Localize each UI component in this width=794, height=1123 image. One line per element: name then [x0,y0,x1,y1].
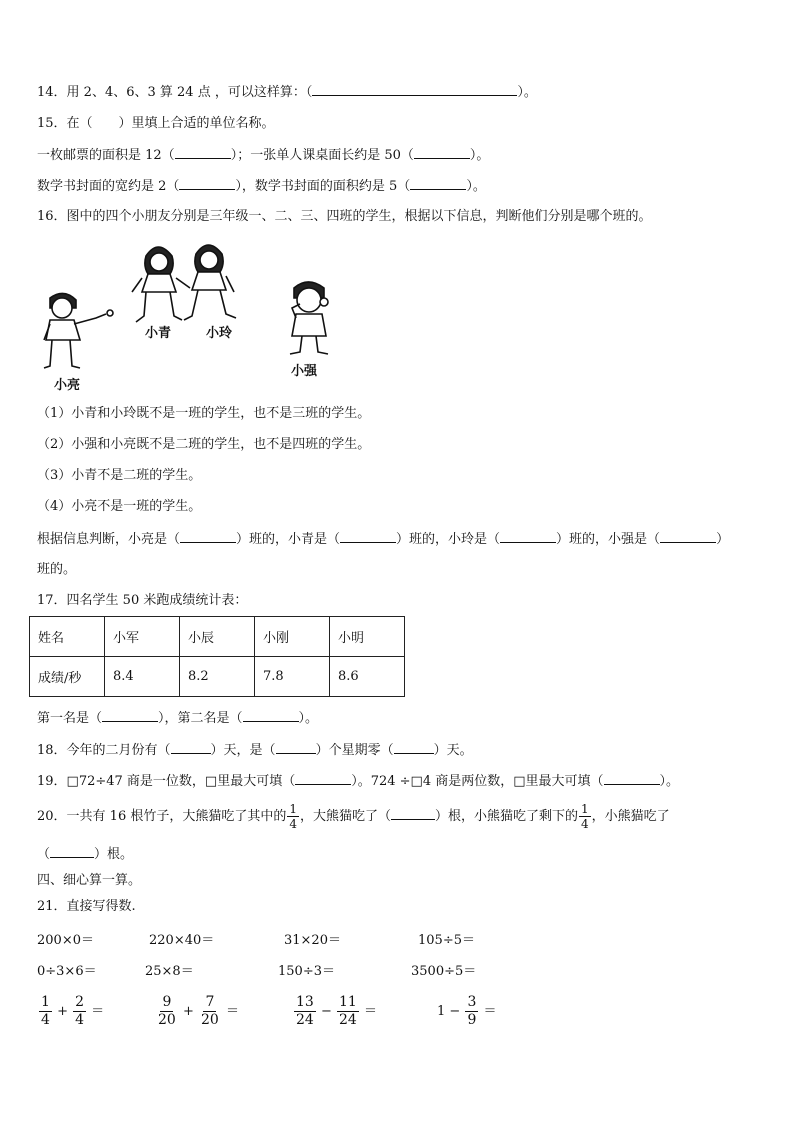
text: 第一名是（ [37,711,103,726]
table-row [30,617,405,657]
equals: ＝ [91,1004,105,1019]
answer-blank[interactable] [414,146,470,159]
text: ）。724 ÷□4 商是两位数，□里最大可填（ [351,774,604,789]
operator: + [182,1004,194,1019]
denominator: 4 [581,817,589,831]
denominator: 20 [201,1012,219,1028]
text: （ [37,847,51,862]
label-xiaoqiang: 小强 [291,364,318,379]
numerator: 13 [296,994,314,1010]
answer-blank[interactable] [410,177,466,190]
answer-blank[interactable] [660,530,716,543]
clue-3: （3）小青不是二班的学生。 [37,468,202,483]
answer-blank[interactable] [340,530,396,543]
child-liang-illustration [40,292,120,372]
question-19 [37,772,679,791]
answer-blank[interactable] [312,83,517,96]
answer-blank[interactable] [295,772,351,785]
numerator: 1 [41,994,50,1010]
answer-blank[interactable] [180,530,236,543]
text: ），数学书封面的面积约是 5（ [235,179,411,194]
numerator: 9 [162,994,172,1010]
operator: + [57,1004,68,1019]
question-16-answer [37,530,729,549]
calc-item: 0÷3×6＝ [37,964,97,979]
table-cell: 小军 [105,617,180,657]
label-xiaoqing: 小青 [145,326,172,341]
section-4-heading: 四、细心算一算。 [37,873,142,888]
answer-blank[interactable] [243,709,299,722]
numerator: 3 [467,994,477,1010]
table-cell: 小辰 [180,617,255,657]
table-cell: 小明 [330,617,405,657]
text: 18．今年的二月份有（ [37,743,171,758]
text: ）。 [469,148,490,163]
text: ）个星期零（ [315,743,394,758]
text: 根据信息判断，小亮是（ [37,532,181,547]
question-14-text: 14．用 2、4、6、3 算 24 点 ，可以这样算：（ [37,85,313,100]
text: ）班的，小青是（ [236,532,341,547]
text: ，小熊猫吃了 [591,809,670,824]
question-16-answer-end: 班的。 [37,562,77,577]
text: ）班的，小强是（ [556,532,661,547]
calc-item: 31×20＝ [284,933,341,948]
clue-1: （1）小青和小玲既不是一班的学生，也不是三班的学生。 [37,406,371,421]
text: 20．一共有 16 根竹子，大熊猫吃了其中的 [37,809,287,824]
answer-blank[interactable] [394,741,434,754]
text: ）天。 [433,743,473,758]
answer-blank[interactable] [179,177,235,190]
whole-number: 1 [437,1004,446,1019]
question-20-line-2 [37,845,133,864]
fraction-expression-2 [155,994,239,1029]
answer-blank[interactable] [604,772,660,785]
child-qiang-illustration [280,278,350,360]
question-17-title: 17．四名学生 50 米跑成绩统计表： [37,593,248,608]
denominator: 4 [75,1012,85,1028]
fraction [199,994,221,1029]
punctuation: ）。 [517,85,537,100]
equals: ＝ [363,1004,377,1019]
answer-blank[interactable] [171,741,211,754]
denominator: 24 [339,1012,357,1028]
answer-blank[interactable] [276,741,316,754]
calc-item: 220×40＝ [149,933,215,948]
denominator: 24 [296,1012,314,1028]
clue-2: （2）小强和小亮既不是二班的学生，也不是四班的学生。 [37,437,371,452]
text: ）班的，小玲是（ [396,532,501,547]
table-cell: 姓名 [30,617,105,657]
text: 19．□72÷47 商是一位数，□里最大可填（ [37,774,296,789]
text: ）。 [466,179,486,194]
calc-item: 3500÷5＝ [411,964,477,979]
table-cell: 8.2 [180,657,255,697]
question-21-title: 21．直接写得数. [37,899,136,914]
operator: − [320,1004,332,1019]
text: ，大熊猫吃了（ [300,809,392,824]
answer-blank[interactable] [102,709,158,722]
label-xiaoling: 小玲 [206,326,233,341]
calc-item: 150÷3＝ [278,964,335,979]
question-15-title: 15．在（ ）里填上合适的单位名称。 [37,116,275,131]
question-14 [37,83,537,102]
denominator: 4 [41,1012,50,1028]
fraction [465,994,478,1029]
fraction [73,994,86,1029]
question-17-answer [37,709,318,728]
text: ）根。 [94,847,134,862]
question-20 [37,802,670,832]
table-cell: 成绩/秒 [30,657,105,697]
numerator: 7 [205,994,215,1010]
question-15-line-2 [37,177,486,196]
table-cell: 小刚 [255,617,330,657]
equals: ＝ [483,1004,497,1019]
numerator: 2 [75,994,85,1010]
question-15-line-1 [37,146,489,165]
text: 数学书封面的宽约是 2（ [37,179,180,194]
question-16-title: 16．图中的四个小朋友分别是三年级一、二、三、四班的学生，根据以下信息，判断他们分别是哪个班的。 [37,209,652,224]
score-table [29,616,405,697]
denominator: 9 [467,1012,477,1028]
fraction-expression-1 [38,994,104,1029]
text: ）。 [298,711,319,726]
text: ） [716,532,730,547]
fraction-one-quarter [579,802,591,831]
text: ）。 [659,774,680,789]
fraction [337,994,359,1029]
numerator: 1 [581,802,589,816]
fraction [39,994,52,1029]
fraction-expression-4 [437,994,497,1029]
clue-4: （4）小亮不是一班的学生。 [37,499,202,514]
operator: − [449,1004,461,1019]
text: ）根，小熊猫吃了剩下的 [435,809,579,824]
fraction [156,994,178,1029]
table-cell: 7.8 [255,657,330,697]
answer-blank[interactable] [50,845,94,858]
text: ）天，是（ [210,743,276,758]
denominator: 4 [289,817,297,831]
calc-item: 105÷5＝ [418,933,475,948]
text: 一枚邮票的面积是 12（ [37,148,175,163]
denominator: 20 [158,1012,176,1028]
table-row [30,657,405,697]
equals: ＝ [225,1004,239,1019]
answer-blank[interactable] [175,146,231,159]
numerator: 1 [289,802,297,816]
answer-blank[interactable] [500,530,556,543]
table-cell: 8.4 [105,657,180,697]
table-cell: 8.6 [330,657,405,697]
label-xiaoliang: 小亮 [54,378,81,393]
fraction [294,994,316,1029]
calc-item: 200×0＝ [37,933,94,948]
numerator: 11 [339,994,357,1010]
fraction-expression-3 [293,994,377,1029]
question-18 [37,741,473,760]
answer-blank[interactable] [391,807,435,820]
text: ）；一张单人课桌面长约是 50（ [230,148,414,163]
calc-item: 25×8＝ [145,964,194,979]
fraction-one-quarter [287,802,299,831]
children-qing-ling-illustration [128,238,253,333]
text: ），第二名是（ [158,711,243,726]
